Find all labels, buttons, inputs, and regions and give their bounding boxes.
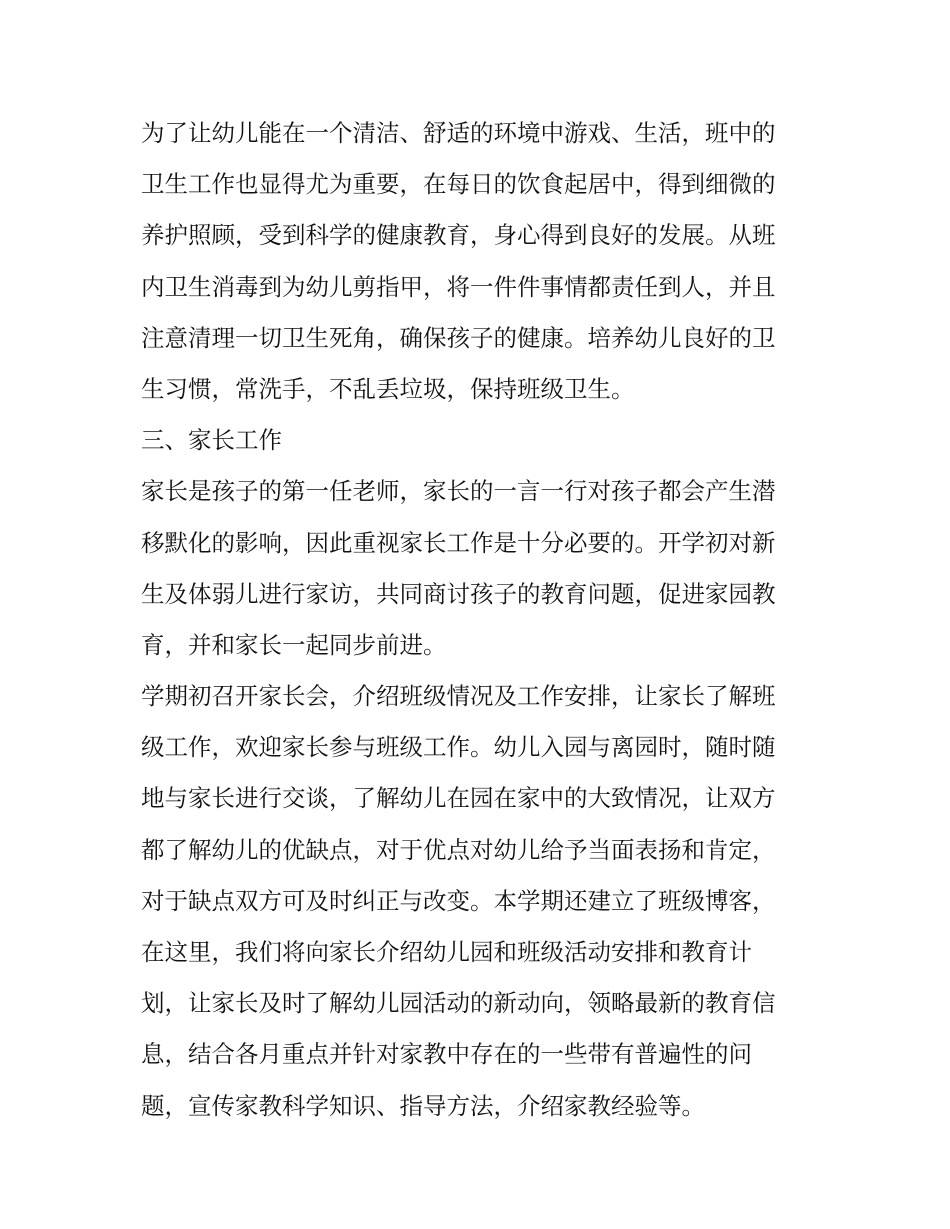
text-line: 都了解幼儿的优缺点，对于优点对幼儿给予当面表扬和肯定，	[141, 835, 776, 864]
text-line: 注意清理一切卫生死角，确保孩子的健康。培养幼儿良好的卫	[141, 323, 776, 352]
document-body	[141, 108, 821, 1132]
text-line: 划，让家长及时了解幼儿园活动的新动向，领略最新的教育信	[141, 989, 776, 1018]
text-line: 育，并和家长一起同步前进。	[141, 630, 447, 659]
paragraph-hygiene	[141, 108, 821, 415]
paragraph-parent-role	[141, 466, 821, 671]
text-line: 生及体弱儿进行家访，共同商讨孩子的教育问题，促进家园教	[141, 579, 776, 608]
text-line: 家长是孩子的第一任老师，家长的一言一行对孩子都会产生潜	[141, 477, 776, 506]
text-line: 内卫生消毒到为幼儿剪指甲，将一件件事情都责任到人，并且	[141, 272, 776, 301]
text-line: 移默化的影响，因此重视家长工作是十分必要的。开学初对新	[141, 528, 776, 557]
section-heading-parent-work	[141, 415, 821, 466]
text-line: 学期初召开家长会，介绍班级情况及工作安排，让家长了解班	[141, 682, 776, 711]
text-line: 为了让幼儿能在一个清洁、舒适的环境中游戏、生活，班中的	[141, 119, 776, 147]
text-line: 对于缺点双方可及时纠正与改变。本学期还建立了班级博客，	[141, 886, 776, 915]
text-line: 息，结合各月重点并针对家教中存在的一些带有普遍性的问	[141, 1040, 752, 1069]
text-line: 养护照顾，受到科学的健康教育，身心得到良好的发展。从班	[141, 221, 776, 250]
text-line: 卫生工作也显得尤为重要，在每日的饮食起居中，得到细微的	[141, 170, 776, 199]
text-line: 题，宣传家教科学知识、指导方法，介绍家教经验等。	[141, 1091, 705, 1120]
section-heading: 三、家长工作	[141, 426, 282, 455]
text-line: 在这里，我们将向家长介绍幼儿园和班级活动安排和教育计	[141, 938, 752, 966]
text-line: 级工作，欢迎家长参与班级工作。幼儿入园与离园时，随时随	[141, 733, 776, 762]
text-line: 地与家长进行交谈，了解幼儿在园在家中的大致情况，让双方	[141, 784, 776, 813]
paragraph-parent-meeting	[141, 671, 821, 1132]
text-line: 生习惯，常洗手，不乱丢垃圾，保持班级卫生。	[141, 374, 635, 403]
